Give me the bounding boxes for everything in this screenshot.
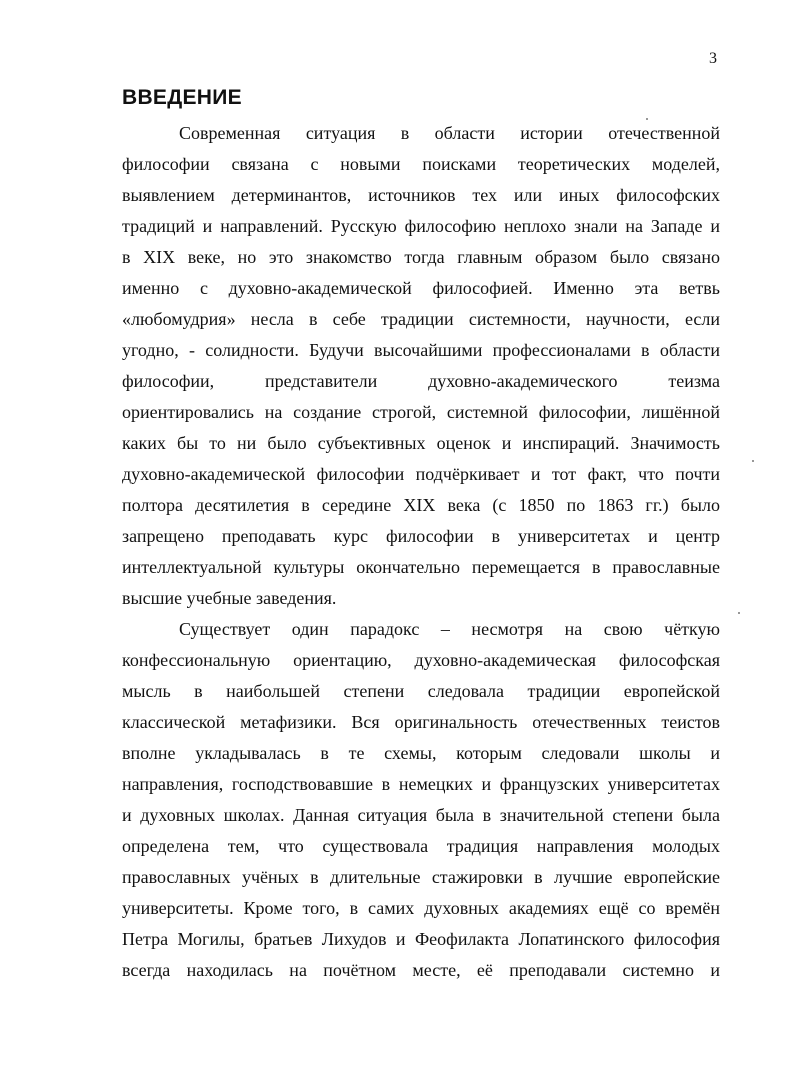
body-text: [122, 118, 720, 986]
text-line: ориентировались на создание строгой, системной философии, лишённой: [122, 402, 720, 422]
text-line: выявлением детерминантов, источников тех или иных философских: [122, 185, 720, 205]
text-line: Существует один парадокс – несмотря на свою чёткую: [179, 619, 720, 639]
text-line: православных учёных в длительные стажировки в лучшие европейские: [122, 867, 720, 887]
text-line: в XIX веке, но это знакомство тогда главным образом было связано: [122, 247, 720, 267]
scan-speck: [738, 612, 740, 614]
text-line: конфессиональную ориентацию, духовно-академическая философская: [122, 650, 720, 670]
text-line: духовно-академической философии подчёркивает и тот факт, что почти: [122, 464, 720, 484]
text-line: именно с духовно-академической философией. Именно эта ветвь: [122, 278, 720, 298]
text-line: философии, представители духовно-академического теизма: [122, 371, 720, 391]
text-line: философии связана с новыми поисками теоретических моделей,: [122, 154, 720, 174]
text-line: запрещено преподавать курс философии в университетах и центр: [122, 526, 720, 546]
paragraph-1: [122, 118, 720, 614]
text-line: вполне укладывалась в те схемы, которым следовали школы и: [122, 743, 720, 763]
page-number: 3: [709, 50, 717, 67]
section-heading: ВВЕДЕНИЕ: [122, 86, 242, 109]
text-line: мысль в наибольшей степени следовала традиции европейской: [122, 681, 720, 701]
text-line: высшие учебные заведения.: [122, 588, 337, 608]
text-line: традиций и направлений. Русскую философию неплохо знали на Западе и: [122, 216, 720, 236]
text-line: направления, господствовавшие в немецких и французских университетах: [122, 774, 720, 794]
text-line: интеллектуальной культуры окончательно перемещается в православные: [122, 557, 720, 577]
text-line: Современная ситуация в области истории отечественной: [179, 123, 720, 143]
scan-speck: [752, 460, 754, 462]
text-line: классической метафизики. Вся оригинальность отечественных теистов: [122, 712, 720, 732]
scan-speck: [646, 118, 648, 120]
text-line: Петра Могилы, братьев Лихудов и Феофилакта Лопатинского философия: [122, 929, 720, 949]
text-line: каких бы то ни было субъективных оценок и инспираций. Значимость: [122, 433, 720, 453]
text-line: определена тем, что существовала традиция направления молодых: [122, 836, 720, 856]
text-line: полтора десятилетия в середине XIX века (с 1850 по 1863 гг.) было: [122, 495, 720, 515]
text-line: университеты. Кроме того, в самих духовных академиях ещё со времён: [122, 898, 720, 918]
text-line: и духовных школах. Данная ситуация была в значительной степени была: [122, 805, 720, 825]
text-line: «любомудрия» несла в себе традиции системности, научности, если: [122, 309, 720, 329]
text-line: всегда находилась на почётном месте, её преподавали системно и: [122, 960, 720, 980]
text-line: угодно, - солидности. Будучи высочайшими профессионалами в области: [122, 340, 720, 360]
paragraph-2: [122, 614, 720, 986]
